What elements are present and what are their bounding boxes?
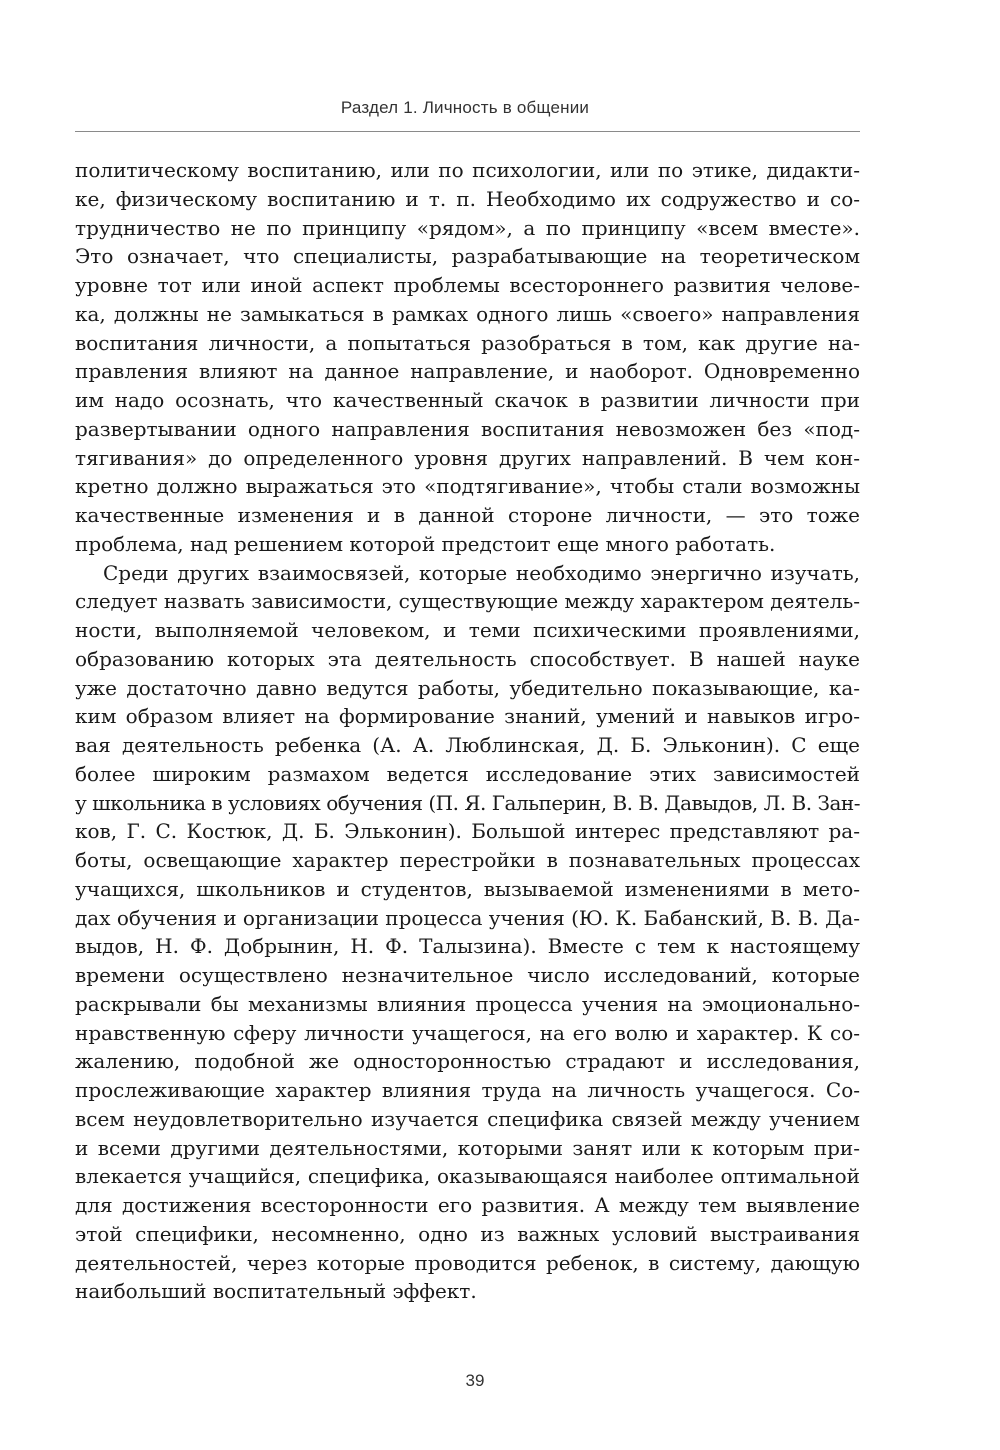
text-line: и всеми другими деятельностями, которыми занят или к которым при-: [75, 1135, 860, 1160]
text-line: учащихся, школьников и студентов, вызываемой изменениями в мето-: [75, 876, 860, 901]
text-line: боты, освещающие характер перестройки в познавательных процессах: [75, 848, 860, 872]
text-line: этой специфики, несомненно, одно из важных условий выстраивания: [75, 1221, 860, 1246]
text-line: нравственную сферу личности учащегося, на его волю и характер. К со-: [75, 1020, 860, 1045]
text-line: Среди других взаимосвязей, которые необходимо энергично изучать,: [103, 560, 860, 585]
text-line: следует назвать зависимости, существующие между характером деятель-: [75, 589, 860, 614]
text-line: политическому воспитанию, или по психологии, или по этике, дидакти-: [75, 158, 860, 182]
text-line: ке, физическому воспитанию и т. п. Необходимо их содружество и со-: [75, 186, 860, 211]
text-line: воспитания личности, а попытаться разобраться в том, как другие на-: [75, 330, 860, 355]
text-line: правления влияют на данное направление, и наоборот. Одновременно: [75, 359, 860, 384]
text-line: вая деятельность ребенка (А. А. Люблинская, Д. Б. Эльконин). С еще: [75, 733, 860, 757]
text-line: качественные изменения и в данной стороне личности, — это тоже: [75, 503, 860, 527]
running-header: Раздел 1. Личность в общении: [340, 98, 590, 117]
paragraph-1: [75, 156, 860, 559]
text-line: времени осуществлено незначительное число исследований, которые: [75, 963, 860, 987]
text-line: жалению, подобной же односторонностью страдают и исследования,: [75, 1049, 860, 1074]
text-line: проблема, над решением которой предстоит еще много работать.: [75, 531, 776, 556]
text-line: раскрывали бы механизмы влияния процесса учения на эмоционально-: [75, 991, 860, 1016]
text-line: дах обучения и организации процесса учения (Ю. К. Бабанский, В. В. Да-: [75, 905, 860, 930]
header-divider: [75, 131, 860, 132]
text-line: ков, Г. С. Костюк, Д. Б. Эльконин). Большой интерес представляют ра-: [75, 819, 860, 844]
text-line: образованию которых эта деятельность способствует. В нашей науке: [75, 646, 860, 671]
text-line: ким образом влияет на формирование знаний, умений и навыков игро-: [75, 704, 860, 729]
text-line: наибольший воспитательный эффект.: [75, 1279, 477, 1304]
text-line: влекается учащийся, специфика, оказывающаяся наиболее оптимальной: [75, 1164, 860, 1189]
text-line: кретно должно выражаться это «подтягивание», чтобы стали возможны: [75, 474, 860, 499]
text-line: более широким размахом ведется исследование этих зависимостей: [75, 761, 860, 786]
page-number: 39: [465, 1371, 485, 1390]
text-line: ности, выполняемой человеком, и теми психическими проявлениями,: [75, 618, 860, 642]
text-line: у школьника в условиях обучения (П. Я. Гальперин, В. В. Давыдов, Л. В. Зан-: [75, 790, 860, 815]
text-line: всем неудовлетворительно изучается специфика связей между учением: [75, 1106, 860, 1131]
text-line: выдов, Н. Ф. Добрынин, Н. Ф. Талызина). Вместе с тем к настоящему: [75, 934, 860, 959]
text-line: ка, должны не замыкаться в рамках одного лишь «своего» направления: [75, 301, 860, 326]
text-line: уже достаточно давно ведутся работы, убедительно показывающие, ка-: [75, 675, 860, 700]
text-line: прослеживающие характер влияния труда на личность учащегося. Со-: [75, 1078, 860, 1102]
text-line: Это означает, что специалисты, разрабатывающие на теоретическом: [75, 244, 860, 269]
text-line: деятельностей, через которые проводится ребенок, в систему, дающую: [75, 1250, 860, 1275]
text-line: для достижения всесторонности его развития. А между тем выявление: [75, 1193, 860, 1217]
text-line: трудничество не по принципу «рядом», а по принципу «всем вместе».: [75, 215, 860, 240]
paragraph-2: [75, 559, 860, 1307]
text-line: тягивания» до определенного уровня других направлений. В чем кон-: [75, 445, 860, 470]
text-line: развертывании одного направления воспитания невозможен без «под-: [75, 416, 860, 441]
text-line: им надо осознать, что качественный скачок в развитии личности при: [75, 388, 860, 412]
text-line: уровне тот или иной аспект проблемы всестороннего развития челове-: [75, 273, 860, 297]
body-text: [75, 156, 860, 1306]
